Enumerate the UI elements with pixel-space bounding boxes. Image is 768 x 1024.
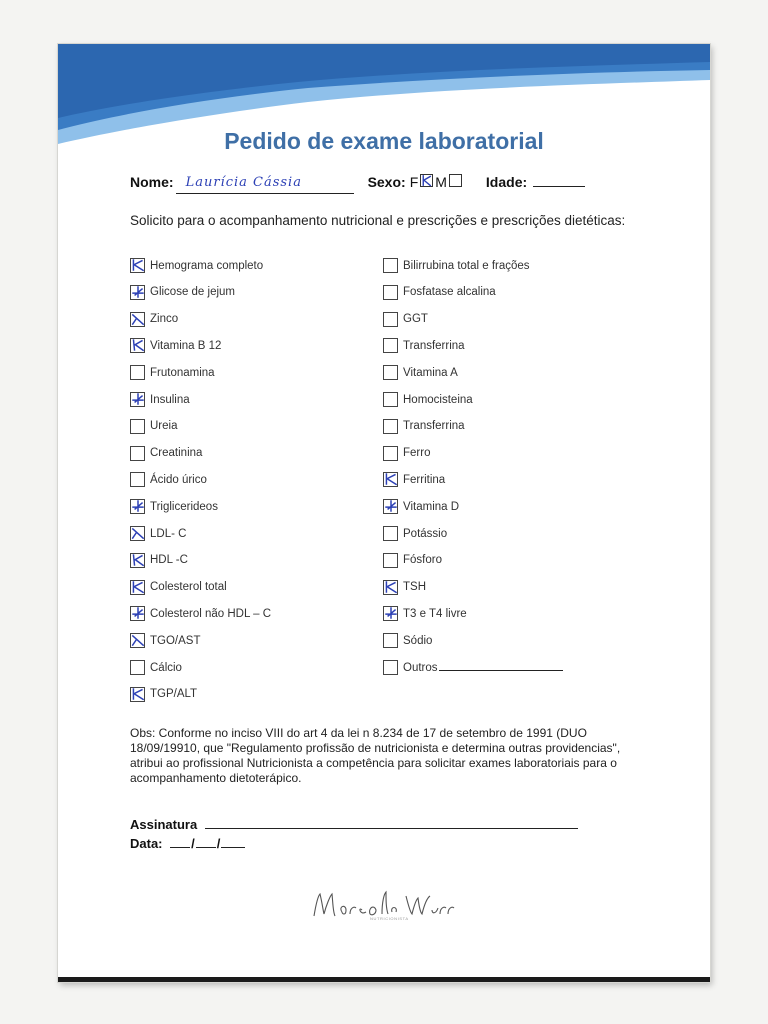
date-row: Data: / / — [130, 836, 246, 851]
exam-label: Homocisteina — [403, 393, 473, 406]
outros-field[interactable] — [439, 670, 563, 671]
check-mark-icon — [130, 686, 146, 702]
exam-item[interactable] — [383, 633, 432, 648]
exam-item[interactable] — [130, 580, 227, 595]
exam-item[interactable] — [383, 338, 465, 353]
sexo-m-label: M — [435, 174, 447, 190]
exam-checkbox[interactable] — [130, 526, 145, 541]
data-label: Data: — [130, 836, 163, 851]
exam-checkbox[interactable] — [383, 365, 398, 380]
exam-label: Fosfatase alcalina — [403, 286, 496, 299]
check-mark-icon — [383, 498, 399, 514]
exam-item[interactable] — [383, 499, 459, 514]
check-mark-icon — [383, 471, 399, 487]
form-page — [58, 44, 710, 982]
exam-label: Transferrina — [403, 420, 465, 433]
exam-label: GGT — [403, 313, 428, 326]
date-day-field[interactable] — [170, 847, 190, 848]
exam-item[interactable] — [383, 258, 530, 273]
exam-label: Ureia — [150, 420, 178, 433]
exam-checkbox[interactable] — [383, 312, 398, 327]
exam-label: Sódio — [403, 634, 433, 647]
exam-checkbox[interactable] — [383, 660, 398, 675]
exam-checkbox[interactable] — [383, 526, 398, 541]
exam-checkbox[interactable] — [130, 687, 145, 702]
exam-label: T3 e T4 livre — [403, 607, 467, 620]
exam-checkbox[interactable] — [383, 472, 398, 487]
exam-item[interactable] — [130, 633, 200, 648]
sexo-f-label: F — [409, 174, 419, 190]
exam-item[interactable] — [383, 580, 426, 595]
exam-checkbox[interactable] — [130, 499, 145, 514]
exam-label: Vitamina B 12 — [150, 339, 222, 352]
exam-item[interactable] — [383, 660, 563, 675]
exam-item[interactable] — [130, 312, 178, 327]
exam-item[interactable] — [130, 499, 218, 514]
exam-item[interactable] — [130, 285, 235, 300]
exam-checkbox[interactable] — [130, 285, 145, 300]
date-year-field[interactable] — [221, 847, 245, 848]
exam-item[interactable] — [130, 258, 263, 273]
exam-label: LDL- C — [150, 527, 187, 540]
exam-label: Vitamina D — [403, 500, 460, 513]
check-mark-icon — [130, 498, 146, 514]
exam-checkbox[interactable] — [130, 365, 145, 380]
exam-label: TGO/AST — [150, 634, 201, 647]
check-mark-icon — [420, 174, 433, 187]
check-mark-icon — [130, 391, 146, 407]
exam-checkbox[interactable] — [383, 633, 398, 648]
exam-label: Bilirrubina total e frações — [403, 259, 530, 272]
exam-checkbox[interactable] — [383, 258, 398, 273]
exam-item[interactable] — [383, 365, 458, 380]
exam-checkbox[interactable] — [130, 606, 145, 621]
check-mark-icon — [130, 337, 146, 353]
exam-item[interactable] — [383, 526, 447, 541]
exam-label: Glicose de jejum — [150, 286, 236, 299]
exam-label: Triglicerideos — [150, 500, 218, 513]
exam-label: Creatinina — [150, 447, 203, 460]
exam-item[interactable] — [130, 687, 197, 702]
exam-item[interactable] — [383, 285, 496, 300]
exam-checkbox[interactable] — [130, 553, 145, 568]
check-mark-icon — [383, 579, 399, 595]
exam-checkbox[interactable] — [130, 338, 145, 353]
exam-checkbox[interactable] — [130, 580, 145, 595]
exam-item[interactable] — [130, 660, 182, 675]
page-title: Pedido de exame laboratorial — [224, 128, 544, 154]
exam-label: Vitamina A — [403, 366, 458, 379]
check-mark-icon — [130, 605, 146, 621]
name-field[interactable] — [176, 177, 354, 194]
exam-item[interactable] — [383, 606, 467, 621]
exam-label: Ácido úrico — [150, 473, 207, 486]
exam-checkbox[interactable] — [130, 472, 145, 487]
sexo-label: Sexo: — [367, 174, 406, 190]
svg-text:NUTRICIONISTA: NUTRICIONISTA — [370, 916, 409, 921]
exam-item[interactable] — [130, 606, 271, 621]
exam-item[interactable] — [383, 312, 428, 327]
date-month-field[interactable] — [196, 847, 216, 848]
sexo-m-checkbox[interactable] — [449, 174, 462, 187]
check-mark-icon — [130, 632, 146, 648]
exam-item[interactable] — [383, 553, 442, 568]
signature-row — [130, 817, 578, 832]
exam-checkbox[interactable] — [383, 285, 398, 300]
exam-item[interactable] — [383, 392, 473, 407]
exam-label: Colesterol total — [150, 581, 227, 594]
nutritionist-signature-logo — [308, 884, 458, 924]
exam-checkbox[interactable] — [130, 258, 145, 273]
check-mark-icon — [130, 579, 146, 595]
intro-text: Solicito para o acompanhamento nutricional e prescrições e prescrições dietéticas: — [130, 213, 626, 228]
exam-checkbox[interactable] — [383, 580, 398, 595]
check-mark-icon — [383, 605, 399, 621]
exam-label: Outros — [403, 661, 438, 674]
name-handwritten-value: Laurícia Cássia — [185, 175, 302, 190]
exam-item[interactable] — [130, 392, 190, 407]
exam-item[interactable] — [130, 446, 202, 461]
exam-label: HDL -C — [150, 554, 188, 567]
exam-label: Potássio — [403, 527, 448, 540]
check-mark-icon — [130, 311, 146, 327]
idade-label: Idade: — [485, 174, 528, 190]
exam-checkbox[interactable] — [383, 338, 398, 353]
idade-field[interactable] — [533, 186, 585, 187]
exam-checkbox[interactable] — [130, 660, 145, 675]
check-mark-icon — [130, 552, 146, 568]
exam-item[interactable] — [130, 338, 221, 353]
signature-field[interactable] — [205, 828, 578, 829]
legal-note: Obs: Conforme no inciso VIII do art 4 da lei n 8.234 de 17 de setembro de 1991 (DUO 18/09/19910, que "Regulamento profissão de nutricionista e determina outras providencias", atribui ao profissional Nutricionista a competência para solicitar exames laboratoriais para o acompanhamento dietoterápico. — [130, 726, 621, 785]
exam-item[interactable] — [383, 446, 430, 461]
check-mark-icon — [130, 257, 146, 273]
check-mark-icon — [130, 284, 146, 300]
exam-item[interactable] — [130, 419, 177, 434]
assinatura-label: Assinatura — [130, 817, 198, 832]
exam-checkbox[interactable] — [130, 633, 145, 648]
exam-checkbox[interactable] — [383, 392, 398, 407]
name-label: Nome: — [130, 174, 174, 190]
exam-item[interactable] — [130, 365, 215, 380]
exam-label: Insulina — [150, 393, 190, 406]
exam-label: Ferritina — [403, 473, 446, 486]
exam-item[interactable] — [130, 472, 207, 487]
exam-label: TSH — [403, 581, 426, 594]
exam-label: Zinco — [150, 313, 179, 326]
exam-label: Fósforo — [403, 554, 442, 567]
exam-checkbox[interactable] — [130, 419, 145, 434]
check-mark-icon — [130, 525, 146, 541]
exam-checkbox[interactable] — [130, 312, 145, 327]
exam-checkbox[interactable] — [130, 392, 145, 407]
exam-label: TGP/ALT — [150, 688, 198, 701]
exam-checkbox[interactable] — [383, 553, 398, 568]
exam-item[interactable] — [383, 472, 445, 487]
exam-label: Cálcio — [150, 661, 182, 674]
exam-checkbox[interactable] — [130, 446, 145, 461]
exam-label: Ferro — [403, 447, 431, 460]
exam-item[interactable] — [383, 419, 465, 434]
exam-item[interactable] — [130, 553, 188, 568]
exam-label: Transferrina — [403, 339, 465, 352]
exam-checkbox[interactable] — [383, 499, 398, 514]
exam-checkbox[interactable] — [383, 606, 398, 621]
exam-label: Hemograma completo — [150, 259, 264, 272]
exam-checkbox[interactable] — [383, 419, 398, 434]
patient-id-line — [130, 174, 585, 191]
exam-checkbox[interactable] — [383, 446, 398, 461]
exam-label: Colesterol não HDL – C — [150, 607, 272, 620]
exam-item[interactable] — [130, 526, 186, 541]
exam-label: Frutonamina — [150, 366, 215, 379]
sexo-f-checkbox[interactable] — [420, 174, 433, 187]
